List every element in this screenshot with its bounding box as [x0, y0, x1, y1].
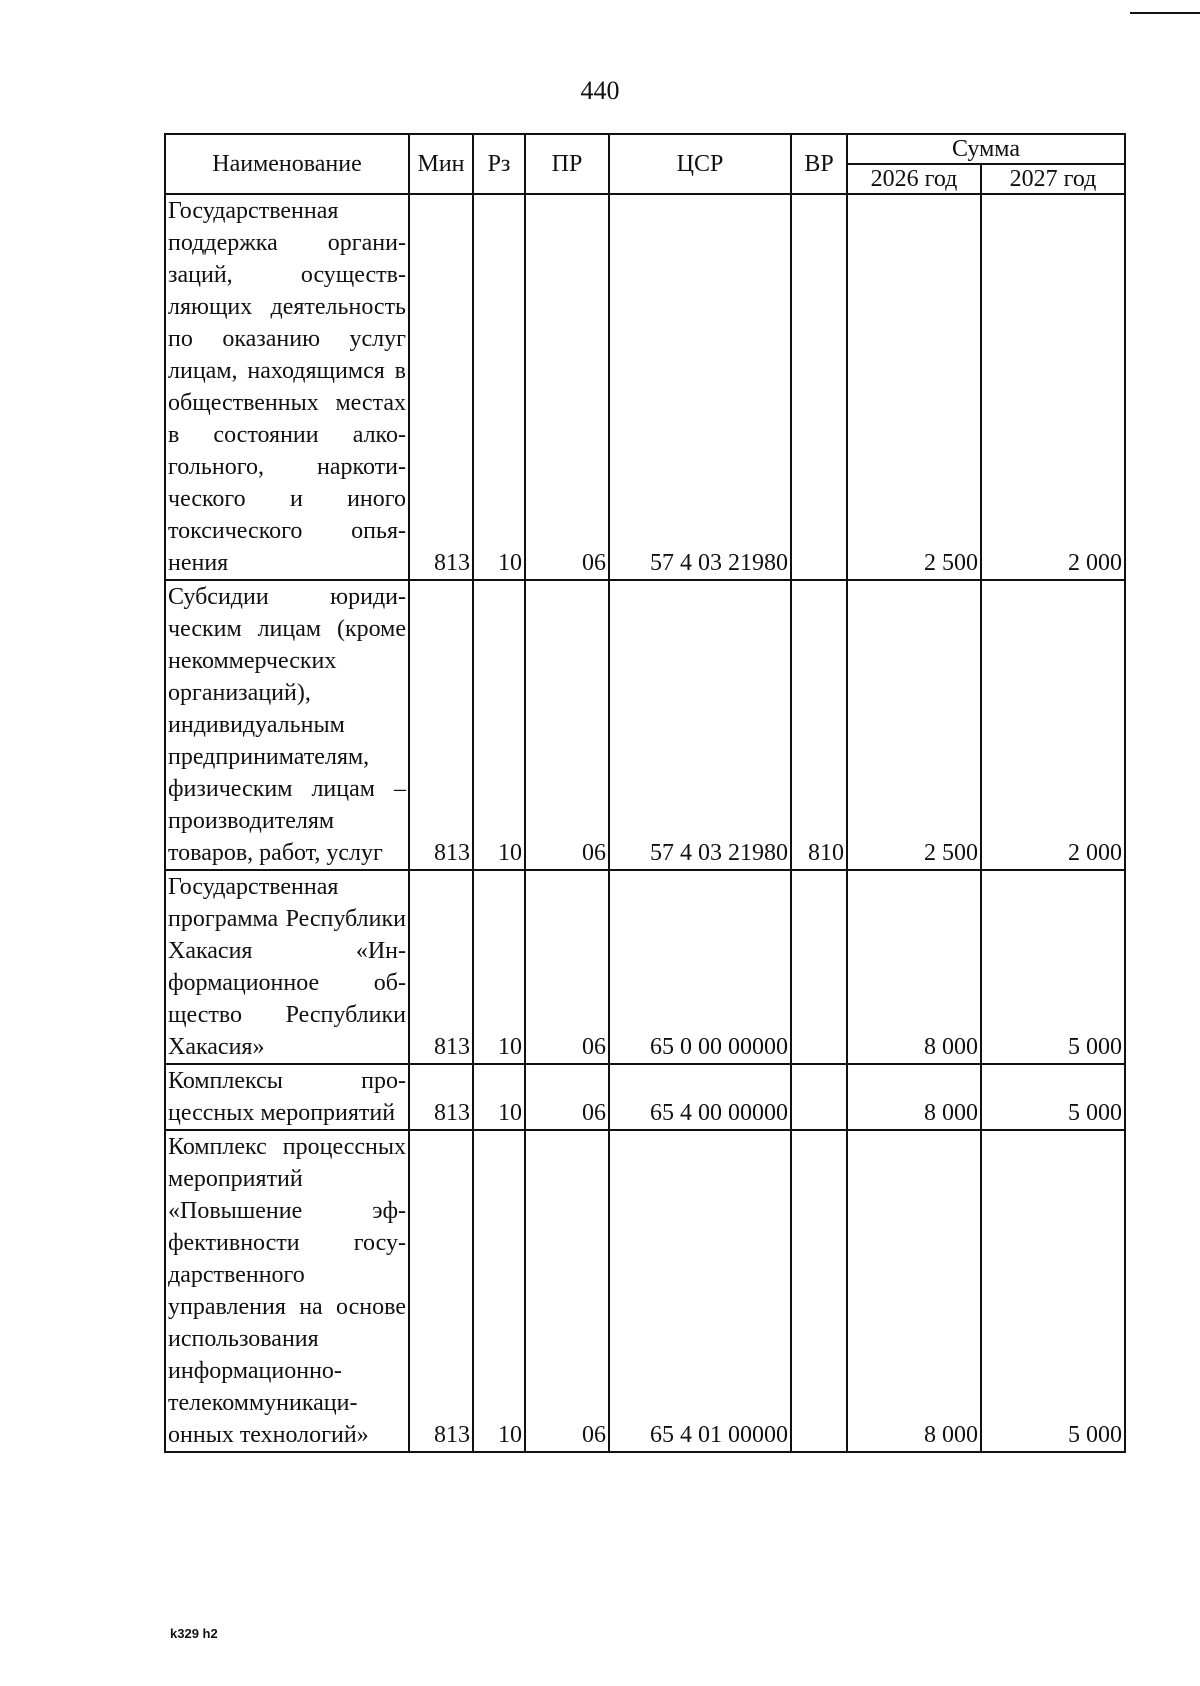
row-sum-2026: 8 000	[847, 1130, 981, 1452]
row-min: 813	[409, 194, 473, 580]
row-csr: 65 0 00 00000	[609, 870, 791, 1064]
header-pr: ПР	[525, 134, 609, 194]
header-vr: ВР	[791, 134, 847, 194]
table-row	[165, 580, 1125, 870]
row-sum-2027: 2 000	[981, 580, 1125, 870]
header-csr: ЦСР	[609, 134, 791, 194]
table-row	[165, 1064, 1125, 1130]
page-number: 440	[580, 76, 620, 105]
table-row	[165, 1130, 1125, 1452]
header-year-2027: 2027 год	[981, 164, 1125, 194]
table-row	[165, 870, 1125, 1064]
header-sum: Сумма	[847, 134, 1125, 164]
row-rz: 10	[473, 1064, 525, 1130]
row-vr	[791, 870, 847, 1064]
row-name: Субсидии юридическим лицам (кроме некоммерческих организаций), индивидуальным предпринимателям, физическим лицам – производителям товаров, работ, услуг	[165, 580, 409, 870]
row-rz: 10	[473, 1130, 525, 1452]
scan-edge-mark	[1130, 12, 1200, 14]
row-name: Государственная поддержка организаций, осуществляющих деятельность по оказанию услуг лицам, находящимся в общественных местах в состоянии алкогольного, наркотического и иного токсического опьянения	[165, 194, 409, 580]
row-sum-2027: 5 000	[981, 1130, 1125, 1452]
header-min: Мин	[409, 134, 473, 194]
row-csr: 65 4 00 00000	[609, 1064, 791, 1130]
row-pr: 06	[525, 580, 609, 870]
row-csr: 57 4 03 21980	[609, 194, 791, 580]
row-sum-2026: 2 500	[847, 580, 981, 870]
row-pr: 06	[525, 870, 609, 1064]
row-rz: 10	[473, 870, 525, 1064]
row-sum-2026: 2 500	[847, 194, 981, 580]
row-name: Комплексы процессных мероприятий	[165, 1064, 409, 1130]
row-rz: 10	[473, 580, 525, 870]
row-pr: 06	[525, 1130, 609, 1452]
row-sum-2026: 8 000	[847, 1064, 981, 1130]
row-sum-2027: 2 000	[981, 194, 1125, 580]
row-rz: 10	[473, 194, 525, 580]
row-sum-2026: 8 000	[847, 870, 981, 1064]
budget-table	[164, 133, 1126, 1453]
row-min: 813	[409, 580, 473, 870]
row-name: Комплекс процессных мероприятий «Повышение эффективности государственного управления на основе использования информационно-телекоммуникационных технологий»	[165, 1130, 409, 1452]
row-sum-2027: 5 000	[981, 1064, 1125, 1130]
row-csr: 57 4 03 21980	[609, 580, 791, 870]
row-sum-2027: 5 000	[981, 870, 1125, 1064]
row-pr: 06	[525, 1064, 609, 1130]
header-year-2026: 2026 год	[847, 164, 981, 194]
footer-document-code: k329 h2	[170, 1626, 218, 1641]
table-row	[165, 194, 1125, 580]
row-min: 813	[409, 1130, 473, 1452]
row-csr: 65 4 01 00000	[609, 1130, 791, 1452]
row-min: 813	[409, 870, 473, 1064]
header-name: Наименование	[165, 134, 409, 194]
row-vr	[791, 1130, 847, 1452]
row-min: 813	[409, 1064, 473, 1130]
row-vr: 810	[791, 580, 847, 870]
row-name: Государственная программа Республики Хакасия «Информационное общество Республики Хакасия»	[165, 870, 409, 1064]
header-rz: Рз	[473, 134, 525, 194]
row-pr: 06	[525, 194, 609, 580]
row-vr	[791, 194, 847, 580]
row-vr	[791, 1064, 847, 1130]
